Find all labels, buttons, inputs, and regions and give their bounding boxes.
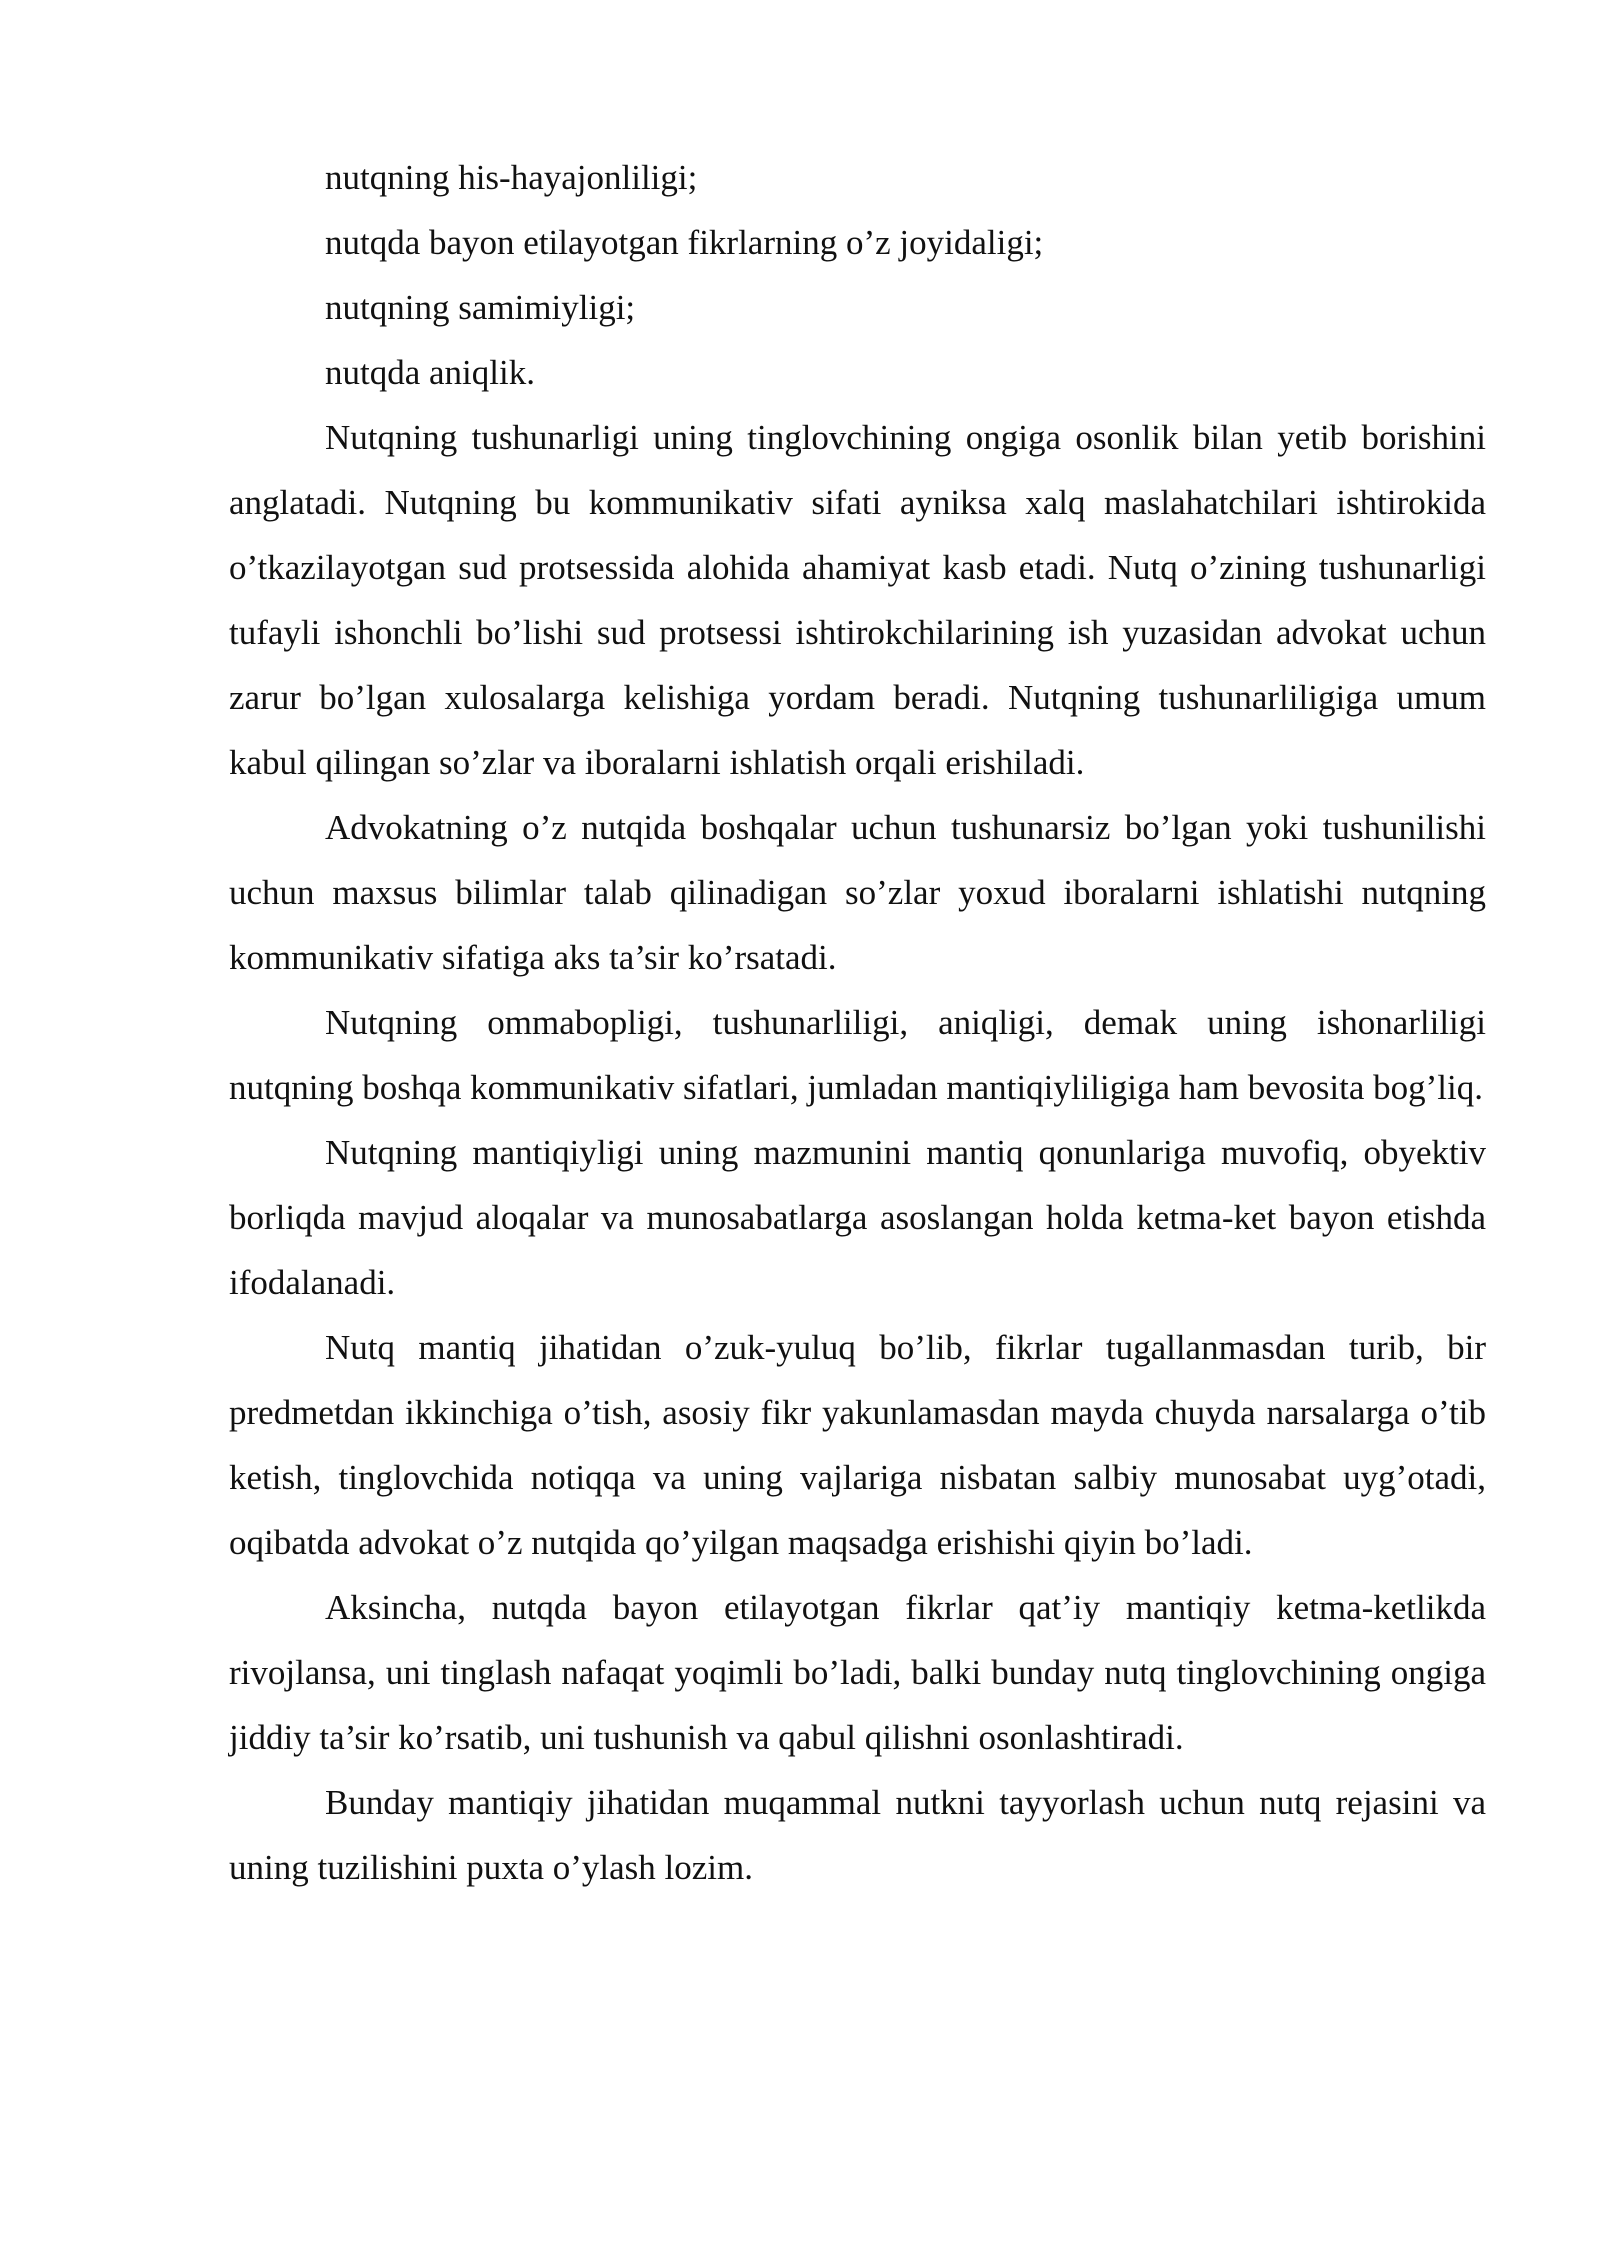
paragraph: Nutqning mantiqiyligi uning mazmunini mantiq qonunlariga muvofiq, obyektiv borliqda mavjud aloqalar va munosabatlarga asoslangan holda ketma-ket bayon etishda ifodalanadi. [229, 1133, 1486, 1302]
paragraph: Nutqning tushunarligi uning tinglovchining ongiga osonlik bilan yetib borishini anglatadi. Nutqning bu kommunikativ sifati ayniksa xalq maslahatchilari ishtirokida o’tkazilayotgan sud protsessida alohida ahamiyat kasb etadi. Nutq o’zining tushunarligi tufayli ishonchli bo’lishi sud protsessi ishtirokchilarining ish yuzasidan advokat uchun zarur bo’lgan xulosalarga kelishiga yordam beradi. Nutqning tushunarliligiga umum kabul qilingan so’zlar va iboralarni ishlatish orqali erishiladi. [229, 418, 1486, 782]
list-item: nutqning samimiyligi; [325, 288, 636, 327]
paragraph: Nutqning ommabopligi, tushunarliligi, aniqligi, demak uning ishonarliligi nutqning boshqa kommunikativ sifatlari, jumladan mantiqiyliligiga ham bevosita bog’liq. [229, 1003, 1486, 1107]
body-text [229, 145, 1486, 1900]
list-item: nutqda aniqlik. [325, 353, 535, 392]
paragraph: Bunday mantiqiy jihatidan muqammal nutkni tayyorlash uchun nutq rejasini va uning tuzilishini puxta o’ylash lozim. [229, 1783, 1486, 1887]
list-item: nutqda bayon etilayotgan fikrlarning o’z joyidaligi; [325, 223, 1044, 262]
paragraph: Nutq mantiq jihatidan o’zuk-yuluq bo’lib, fikrlar tugallanmasdan turib, bir predmetdan ikkinchiga o’tish, asosiy fikr yakunlamasdan mayda chuyda narsalarga o’tib ketish, tinglovchida notiqqa va uning vajlariga nisbatan salbiy munosabat uyg’otadi, oqibatda advokat o’z nutqida qo’yilgan maqsadga erishishi qiyin bo’ladi. [229, 1328, 1486, 1562]
paragraph: Advokatning o’z nutqida boshqalar uchun tushunarsiz bo’lgan yoki tushunilishi uchun maxsus bilimlar talab qilinadigan so’zlar yoxud iboralarni ishlatishi nutqning kommunikativ sifatiga aks ta’sir ko’rsatadi. [229, 808, 1486, 977]
list-item: nutqning his-hayajonliligi; [325, 158, 698, 197]
paragraph: Aksincha, nutqda bayon etilayotgan fikrlar qat’iy mantiqiy ketma-ketlikda rivojlansa, uni tinglash nafaqat yoqimli bo’ladi, balki bunday nutq tinglovchining ongiga jiddiy ta’sir ko’rsatib, uni tushunish va qabul qilishni osonlashtiradi. [229, 1588, 1486, 1757]
